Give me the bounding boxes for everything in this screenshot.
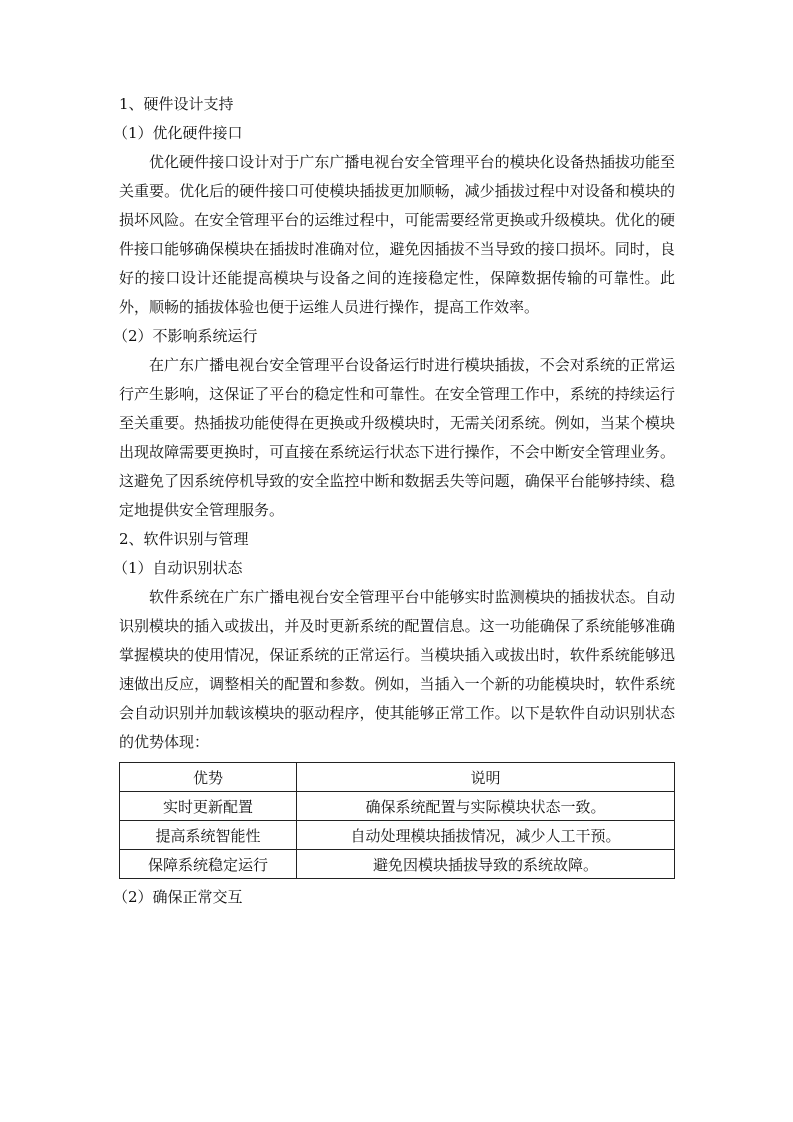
table-header-row [120, 763, 675, 792]
subheading-no-impact: （2）不影响系统运行 [113, 327, 258, 345]
document-content [113, 90, 675, 912]
paragraph-no-impact: 在广东广播电视台安全管理平台设备运行时进行模块插拔，不会对系统的正常运行产生影响，这保证了平台的稳定性和可靠性。在安全管理工作中，系统的持续运行至关重要。热插拔功能使得在更换或升级模块时，无需关闭系统。例如，当某个模块出现故障需要更换时，可直接在系统运行状态下进行操作，不会中断安全管理业务。这避免了因系统停机导致的安全监控中断和数据丢失等问题，确保平台能够持续、稳定地提供安全管理服务。 [119, 356, 675, 519]
table-row [120, 850, 675, 879]
advantages-table [119, 762, 675, 879]
table-cell-description: 确保系统配置与实际模块状态一致。 [297, 792, 675, 821]
paragraph-auto-detect: 软件系统在广东广播电视台安全管理平台中能够实时监测模块的插拔状态。自动识别模块的插入或拔出，并及时更新系统的配置信息。这一功能确保了系统能够准确掌握模块的使用情况，保证系统的正常运行。当模块插入或拔出时，软件系统能够迅速做出反应，调整相关的配置和参数。例如，当插入一个新的功能模块时，软件系统会自动识别并加载该模块的驱动程序，使其能够正常工作。以下是软件自动识别状态的优势体现： [119, 588, 675, 751]
table-cell-description: 避免因模块插拔导致的系统故障。 [297, 850, 675, 879]
table-row [120, 792, 675, 821]
section-heading-hardware: 1、硬件设计支持 [119, 95, 234, 113]
table-row [120, 821, 675, 850]
table-header-description: 说明 [297, 763, 675, 792]
paragraph-optimize-interface: 优化硬件接口设计对于广东广播电视台安全管理平台的模块化设备热插拔功能至关重要。优化后的硬件接口可使模块插拔更加顺畅，减少插拔过程中对设备和模块的损坏风险。在安全管理平台的运维过程中，可能需要经常更换或升级模块。优化的硬件接口能够确保模块在插拔时准确对位，避免因插拔不当导致的接口损坏。同时，良好的接口设计还能提高模块与设备之间的连接稳定性，保障数据传输的可靠性。此外，顺畅的插拔体验也便于运维人员进行操作，提高工作效率。 [119, 153, 675, 316]
subheading-optimize-interface: （1）优化硬件接口 [113, 124, 243, 142]
subheading-ensure-interaction: （2）确保正常交互 [113, 888, 243, 906]
table-cell-advantage: 实时更新配置 [120, 792, 297, 821]
section-heading-software: 2、软件识别与管理 [119, 530, 249, 548]
subheading-auto-detect: （1）自动识别状态 [113, 559, 243, 577]
table-cell-advantage: 保障系统稳定运行 [120, 850, 297, 879]
table-cell-description: 自动处理模块插拔情况，减少人工干预。 [297, 821, 675, 850]
table-cell-advantage: 提高系统智能性 [120, 821, 297, 850]
table-header-advantage: 优势 [120, 763, 297, 792]
